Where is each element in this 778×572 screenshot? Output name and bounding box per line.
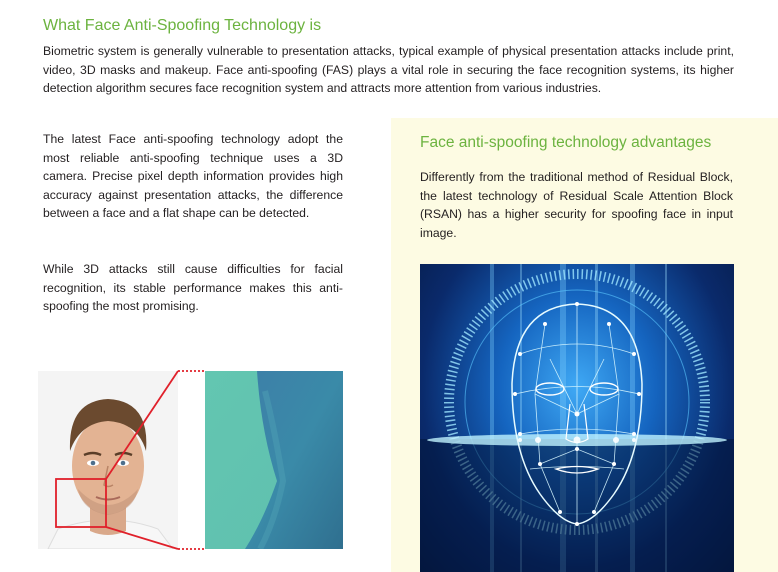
panel-text: Differently from the traditional method of Residual Block, the latest technology of Residual Scale Attention Block (RSAN) has a higher security for spoofing face in input image. xyxy=(420,170,733,240)
panel-title: Face anti-spoofing technology advantages xyxy=(420,134,712,151)
performance-paragraph: While 3D attacks still cause difficulties for facial recognition, its stable performance makes this anti-spoofing the most promising. xyxy=(43,262,343,314)
advantages-panel xyxy=(391,118,778,572)
depth-zoom-image xyxy=(205,371,343,549)
face-photo xyxy=(38,371,178,549)
intro-paragraph: Biometric system is generally vulnerable to presentation attacks, typical example of physical presentation attacks include print, video, 3D masks and makeup. Face anti-spoofing (FAS) plays a vital role in securing the face recognition systems, its higher detection algorithm secures face recognition system and attracts more attention from various industries. xyxy=(43,44,734,96)
page-title: What Face Anti-Spoofing Technology is xyxy=(43,16,322,34)
face-recognition-image xyxy=(420,264,734,572)
camera-paragraph: The latest Face anti-spoofing technology adopt the most reliable anti-spoofing technique uses a 3D camera. Precise pixel depth information provides high accuracy against presentation attacks, the difference between a face and a flat shape can be detected. xyxy=(43,132,343,221)
highlight-box xyxy=(38,371,178,549)
